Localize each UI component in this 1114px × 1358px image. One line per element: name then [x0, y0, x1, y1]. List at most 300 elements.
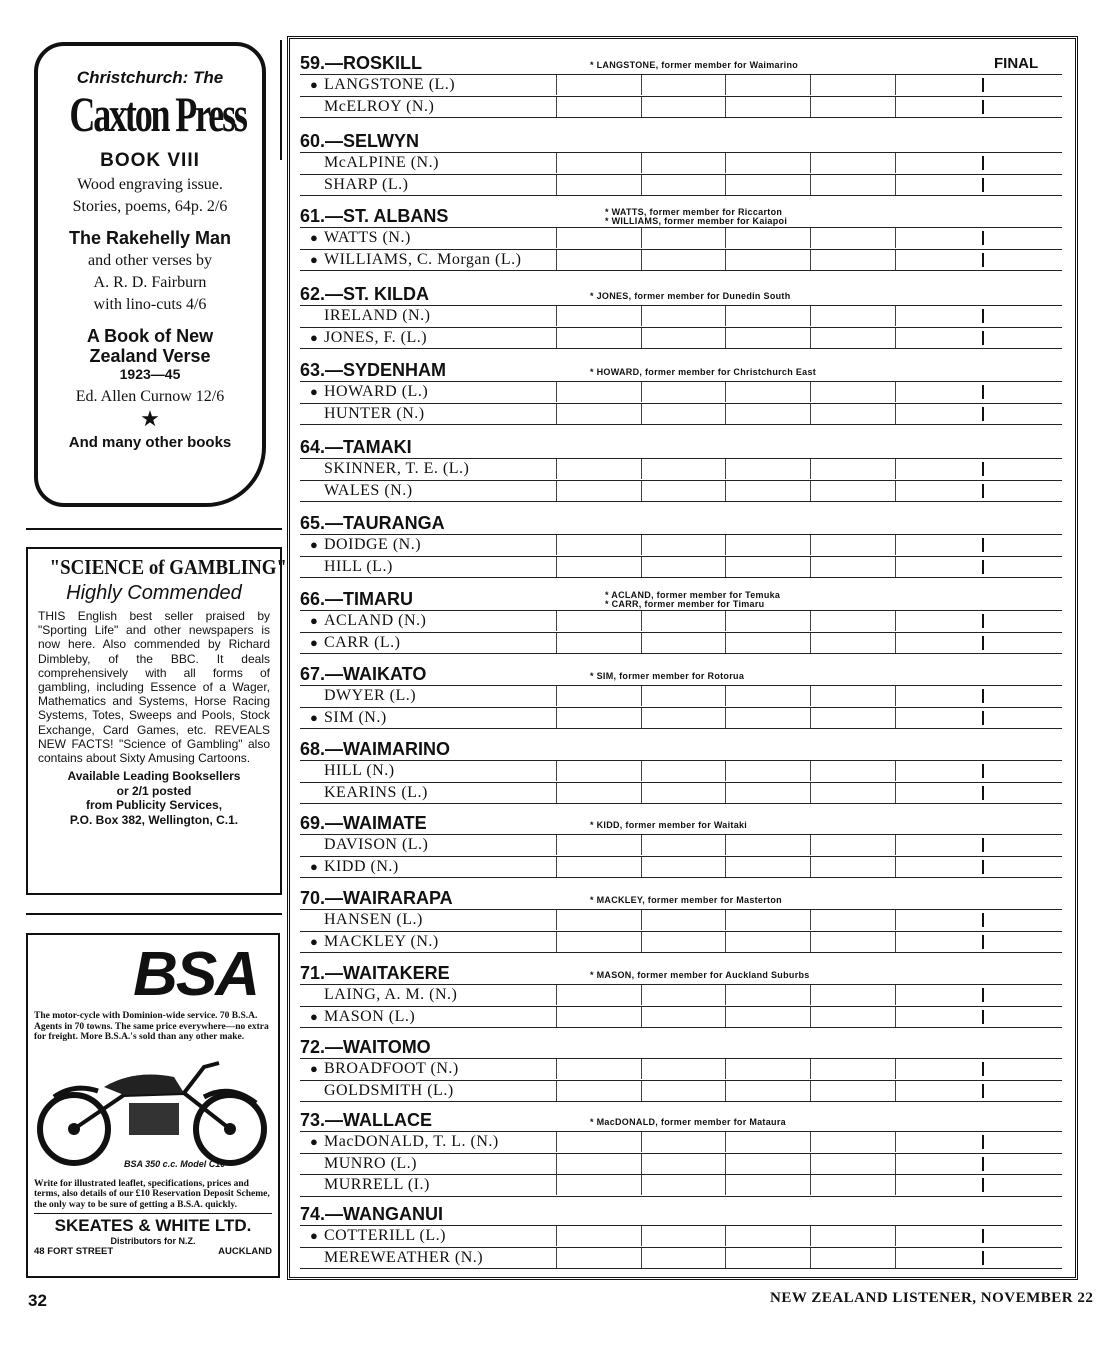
candidate-row	[300, 381, 1062, 403]
candidate-row	[300, 984, 1062, 1006]
caxton-more-books: And many other books	[68, 434, 232, 451]
candidate-name: MASON (L.)	[324, 1007, 416, 1025]
result-cell-divider	[556, 835, 557, 855]
result-cell-divider	[725, 1175, 726, 1195]
result-cell-divider	[556, 382, 557, 402]
candidate-row	[300, 249, 1062, 272]
result-cell-divider	[895, 535, 896, 555]
result-cell-divider	[725, 1059, 726, 1079]
candidate-row	[300, 403, 1062, 426]
candidate-name: HOWARD (L.)	[324, 383, 429, 400]
result-cell-divider	[810, 761, 811, 781]
result-cell-divider	[641, 835, 642, 855]
result-cell-divider	[895, 611, 896, 631]
candidate-name: KEARINS (L.)	[324, 783, 428, 801]
result-cell-divider	[641, 686, 642, 706]
result-cell-divider	[641, 1007, 642, 1027]
result-cell-divider	[556, 328, 557, 348]
result-cell-divider	[810, 1081, 811, 1101]
result-cell-divider	[641, 75, 642, 95]
result-cell-divider	[895, 97, 896, 117]
former-member-note: * WATTS, former member for Riccarton	[605, 207, 783, 217]
candidate-row	[300, 174, 1062, 197]
result-cell-divider	[725, 1081, 726, 1101]
electorate-block	[300, 588, 1062, 654]
result-cell-divider	[556, 783, 557, 803]
result-cell-divider	[810, 153, 811, 173]
result-cell-divider	[641, 175, 642, 195]
former-member-note: * KIDD, former member for Waitaki	[590, 820, 748, 830]
electorate-title: 59.—ROSKILL	[300, 53, 423, 73]
result-cell-divider	[895, 857, 896, 877]
candidate-row	[300, 152, 1062, 174]
result-cell-divider	[725, 328, 726, 348]
electorate-title: 69.—WAIMATE	[300, 813, 427, 833]
final-column-mark	[982, 636, 984, 650]
result-cell-divider	[725, 153, 726, 173]
result-cell-divider	[556, 535, 557, 555]
result-cell-divider	[810, 1175, 811, 1195]
candidate-row	[300, 305, 1062, 327]
result-cell-divider	[895, 175, 896, 195]
result-cell-divider	[725, 1226, 726, 1246]
caxton-city: Christchurch: The	[76, 68, 224, 87]
gambling-subtitle: Highly Commended	[66, 582, 242, 604]
result-cell-divider	[810, 1248, 811, 1268]
candidate-name: MUNRO (L.)	[324, 1154, 417, 1172]
electorate-title: 68.—WAIMARINO	[300, 739, 451, 759]
result-cell-divider	[641, 1154, 642, 1174]
result-cell-divider	[810, 1007, 811, 1027]
result-cell-divider	[895, 250, 896, 270]
result-cell-divider	[556, 459, 557, 479]
bsa-write-text: Write for illustrated leaflet, specifications, prices and terms, also details of our £10 Reservation Deposit Scheme, the only way to be sure of getting a B.S.A. quickly.	[34, 1178, 270, 1210]
candidate-name: CARR (L.)	[324, 633, 401, 651]
candidate-name: JONES, F. (L.)	[324, 328, 428, 346]
result-cell-divider	[725, 97, 726, 117]
candidate-row	[300, 1080, 1062, 1103]
electorate-block	[300, 205, 1062, 271]
result-cell-divider	[895, 783, 896, 803]
final-column-mark	[982, 78, 984, 92]
final-column-mark	[982, 838, 984, 852]
candidate-row	[300, 632, 1062, 655]
candidate-row	[300, 782, 1062, 805]
result-cell-divider	[641, 857, 642, 877]
final-column-mark	[982, 178, 984, 192]
result-cell-divider	[725, 557, 726, 577]
divider-rule-1	[26, 528, 282, 530]
result-cell-divider	[810, 481, 811, 501]
candidate-row	[300, 227, 1062, 249]
candidate-name: SHARP (L.)	[324, 175, 409, 193]
sitting-member-bullet-icon: ●	[310, 1228, 319, 1243]
candidate-name: MACKLEY (N.)	[324, 932, 439, 950]
candidate-name: DOIDGE (N.)	[324, 536, 422, 553]
result-cell-divider	[895, 1175, 896, 1195]
final-column-mark	[982, 1157, 984, 1171]
result-cell-divider	[641, 985, 642, 1005]
result-cell-divider	[641, 250, 642, 270]
result-cell-divider	[556, 153, 557, 173]
final-column-mark	[982, 1084, 984, 1098]
electorate-title: 62.—ST. KILDA	[300, 284, 430, 304]
result-cell-divider	[641, 557, 642, 577]
candidate-name: HILL (N.)	[324, 762, 395, 779]
result-cell-divider	[810, 75, 811, 95]
result-cell-divider	[895, 228, 896, 248]
result-cell-divider	[556, 985, 557, 1005]
candidate-row	[300, 760, 1062, 782]
result-cell-divider	[810, 404, 811, 424]
candidate-name: LAING, A. M. (N.)	[324, 986, 458, 1003]
result-cell-divider	[895, 1154, 896, 1174]
electorate-block	[300, 52, 1062, 118]
result-cell-divider	[725, 404, 726, 424]
final-column-mark	[982, 764, 984, 778]
result-cell-divider	[725, 835, 726, 855]
result-cell-divider	[725, 708, 726, 728]
bsa-address	[34, 1246, 272, 1257]
result-cell-divider	[810, 611, 811, 631]
final-column-mark	[982, 1010, 984, 1024]
result-cell-divider	[895, 932, 896, 952]
candidate-row	[300, 1174, 1062, 1197]
electorate-title: 72.—WAITOMO	[300, 1037, 431, 1057]
final-column-mark	[982, 331, 984, 345]
result-cell-divider	[641, 1132, 642, 1152]
final-column-mark	[982, 711, 984, 725]
final-column-mark	[982, 100, 984, 114]
result-cell-divider	[641, 328, 642, 348]
bsa-bike-label: BSA 350 c.c. Model C10	[124, 1158, 226, 1169]
former-member-note: * ACLAND, former member for Temuka	[605, 590, 781, 600]
candidate-row	[300, 1153, 1062, 1175]
final-column-mark	[982, 860, 984, 874]
candidate-name: DWYER (L.)	[324, 687, 417, 704]
result-cell-divider	[895, 382, 896, 402]
result-cell-divider	[556, 75, 557, 95]
result-cell-divider	[725, 306, 726, 326]
former-member-note: * MASON, former member for Auckland Suburbs	[590, 970, 810, 980]
final-column-mark	[982, 988, 984, 1002]
electorate-block	[300, 436, 1062, 502]
result-cell-divider	[556, 306, 557, 326]
result-cell-divider	[895, 557, 896, 577]
result-cell-divider	[641, 535, 642, 555]
candidate-row	[300, 556, 1062, 579]
final-column-mark	[982, 614, 984, 628]
candidate-name: BROADFOOT (N.)	[324, 1060, 459, 1077]
caxton-press-ad	[34, 42, 266, 507]
candidate-name: KIDD (N.)	[324, 857, 399, 875]
candidate-row	[300, 834, 1062, 856]
result-cell-divider	[810, 306, 811, 326]
candidate-row	[300, 931, 1062, 954]
sitting-member-bullet-icon: ●	[310, 709, 319, 725]
candidate-row	[300, 96, 1062, 119]
result-cell-divider	[725, 1007, 726, 1027]
final-column-mark	[982, 231, 984, 245]
result-cell-divider	[725, 932, 726, 952]
result-cell-divider	[641, 153, 642, 173]
caxton-title-2: The Rakehelly Man	[68, 228, 232, 248]
candidate-name: COTTERILL (L.)	[324, 1227, 446, 1244]
final-column-mark	[982, 1251, 984, 1265]
result-cell-divider	[810, 633, 811, 653]
result-cell-divider	[725, 75, 726, 95]
result-cell-divider	[810, 1154, 811, 1174]
motorcycle-icon	[34, 1047, 272, 1175]
candidate-row	[300, 610, 1062, 632]
result-cell-divider	[641, 932, 642, 952]
final-column-mark	[982, 1229, 984, 1243]
final-column-mark	[982, 935, 984, 949]
result-cell-divider	[556, 611, 557, 631]
final-column-mark	[982, 484, 984, 498]
former-member-note: * WILLIAMS, former member for Kaiapoi	[605, 216, 788, 226]
result-cell-divider	[810, 835, 811, 855]
electorate-title: 61.—ST. ALBANS	[300, 206, 449, 226]
result-cell-divider	[810, 382, 811, 402]
bsa-company: SKEATES & WHITE LTD.	[34, 1213, 272, 1236]
sitting-member-bullet-icon: ●	[310, 858, 319, 874]
result-cell-divider	[641, 404, 642, 424]
result-cell-divider	[556, 1007, 557, 1027]
result-cell-divider	[810, 228, 811, 248]
caxton-title-2-desc-1: and other verses by	[88, 252, 212, 269]
result-cell-divider	[810, 557, 811, 577]
result-cell-divider	[556, 1154, 557, 1174]
sitting-member-bullet-icon: ●	[310, 384, 319, 399]
result-cell-divider	[725, 985, 726, 1005]
sitting-member-bullet-icon: ●	[310, 251, 319, 267]
sitting-member-bullet-icon: ●	[310, 1134, 319, 1149]
result-cell-divider	[895, 910, 896, 930]
former-member-note: * MACKLEY, former member for Masterton	[590, 895, 782, 905]
candidate-row	[300, 1058, 1062, 1080]
divider-rule-2	[26, 913, 282, 915]
result-cell-divider	[641, 1226, 642, 1246]
candidate-row	[300, 1225, 1062, 1247]
sitting-member-bullet-icon: ●	[310, 613, 319, 628]
candidate-name: McELROY (N.)	[324, 97, 435, 115]
sitting-member-bullet-icon: ●	[310, 933, 319, 949]
caxton-book-desc-1: Wood engraving issue.	[77, 176, 223, 193]
gambling-foot-2: or 2/1 posted	[116, 783, 192, 798]
final-column-mark	[982, 786, 984, 800]
final-column-mark	[982, 538, 984, 552]
result-cell-divider	[895, 459, 896, 479]
result-cell-divider	[895, 1226, 896, 1246]
former-member-note: * HOWARD, former member for Christchurch East	[590, 367, 817, 377]
result-cell-divider	[556, 910, 557, 930]
result-cell-divider	[895, 761, 896, 781]
result-cell-divider	[895, 75, 896, 95]
candidate-name: McALPINE (N.)	[324, 154, 439, 171]
result-cell-divider	[895, 1132, 896, 1152]
candidate-name: GOLDSMITH (L.)	[324, 1081, 454, 1099]
bsa-street: 48 FORT STREET	[34, 1246, 114, 1257]
gambling-title: "SCIENCE of GAMBLING"	[49, 555, 287, 579]
candidate-name: HANSEN (L.)	[324, 911, 423, 928]
result-cell-divider	[641, 459, 642, 479]
electorate-block	[300, 130, 1062, 196]
result-cell-divider	[556, 857, 557, 877]
result-cell-divider	[556, 761, 557, 781]
final-column-mark	[982, 462, 984, 476]
sitting-member-bullet-icon: ●	[310, 634, 319, 650]
result-cell-divider	[810, 1226, 811, 1246]
final-column-mark	[982, 1062, 984, 1076]
candidate-row	[300, 534, 1062, 556]
result-cell-divider	[810, 708, 811, 728]
candidate-row	[300, 1006, 1062, 1029]
result-cell-divider	[725, 1248, 726, 1268]
electorate-block	[300, 663, 1062, 729]
result-cell-divider	[641, 481, 642, 501]
candidate-row	[300, 74, 1062, 96]
result-cell-divider	[895, 1081, 896, 1101]
result-cell-divider	[641, 1248, 642, 1268]
electorate-block	[300, 512, 1062, 578]
result-cell-divider	[725, 783, 726, 803]
result-cell-divider	[810, 686, 811, 706]
result-cell-divider	[641, 910, 642, 930]
result-cell-divider	[895, 835, 896, 855]
result-cell-divider	[556, 633, 557, 653]
candidate-name: LANGSTONE (L.)	[324, 76, 456, 93]
result-cell-divider	[641, 382, 642, 402]
caxton-title-3-line-3: 1923—45	[119, 366, 181, 382]
electorate-block	[300, 359, 1062, 425]
bsa-logo: BSA	[133, 940, 258, 1009]
star-icon: ★	[140, 406, 160, 431]
result-cell-divider	[810, 910, 811, 930]
result-cell-divider	[641, 611, 642, 631]
result-cell-divider	[725, 535, 726, 555]
candidate-name: WATTS (N.)	[324, 229, 411, 246]
candidate-row	[300, 1131, 1062, 1153]
result-cell-divider	[810, 97, 811, 117]
result-cell-divider	[725, 761, 726, 781]
caxton-title-2-desc-2: A. R. D. Fairburn	[93, 274, 207, 291]
result-cell-divider	[556, 1081, 557, 1101]
final-column-mark	[982, 156, 984, 170]
result-cell-divider	[810, 535, 811, 555]
result-cell-divider	[725, 857, 726, 877]
electorate-block	[300, 283, 1062, 349]
result-cell-divider	[641, 783, 642, 803]
result-cell-divider	[810, 175, 811, 195]
result-cell-divider	[810, 857, 811, 877]
electorate-title: 70.—WAIRARAPA	[300, 888, 453, 908]
result-cell-divider	[556, 97, 557, 117]
result-cell-divider	[895, 985, 896, 1005]
final-column-mark	[982, 253, 984, 267]
gambling-foot-4: P.O. Box 382, Wellington, C.1.	[69, 812, 239, 827]
candidate-name: IRELAND (N.)	[324, 307, 431, 324]
result-cell-divider	[556, 686, 557, 706]
result-cell-divider	[895, 153, 896, 173]
result-cell-divider	[556, 404, 557, 424]
final-column-mark	[982, 407, 984, 421]
caxton-book-desc-2: Stories, poems, 64p. 2/6	[72, 198, 228, 215]
result-cell-divider	[810, 1132, 811, 1152]
result-cell-divider	[641, 97, 642, 117]
final-column-mark	[982, 385, 984, 399]
sitting-member-bullet-icon: ●	[310, 1061, 319, 1076]
result-cell-divider	[810, 1059, 811, 1079]
final-column-mark	[982, 689, 984, 703]
candidate-name: ACLAND (N.)	[324, 612, 427, 629]
electorate-title: 66.—TIMARU	[300, 589, 414, 609]
result-cell-divider	[556, 1226, 557, 1246]
final-column-label: FINAL	[994, 55, 1039, 72]
bsa-text: The motor-cycle with Dominion-wide service. 70 B.S.A. Agents in 70 towns. The same price everywhere—no extra for freight. More B.S.A.'s sold than any other make.	[34, 1011, 269, 1042]
candidate-row	[300, 707, 1062, 730]
result-cell-divider	[895, 1007, 896, 1027]
electorate-block	[300, 738, 1062, 804]
science-of-gambling-ad	[26, 547, 287, 895]
candidate-name: WALES (N.)	[324, 481, 413, 499]
candidate-name: HUNTER (N.)	[324, 404, 425, 422]
electorate-title: 60.—SELWYN	[300, 131, 420, 151]
result-cell-divider	[895, 1059, 896, 1079]
candidate-name: MURRELL (I.)	[324, 1176, 430, 1193]
caxton-title-3-desc: Ed. Allen Curnow 12/6	[75, 388, 225, 405]
candidate-row	[300, 1247, 1062, 1270]
electorate-title: 73.—WALLACE	[300, 1110, 433, 1130]
result-cell-divider	[556, 1132, 557, 1152]
result-cell-divider	[810, 250, 811, 270]
publication-line: NEW ZEALAND LISTENER, NOVEMBER 22	[770, 1290, 1094, 1306]
electorate-block	[300, 887, 1062, 953]
gambling-body: THIS English best seller praised by "Sporting Life" and other newspapers is now here. Also commended by Richard Dimbleby, of the BBC. It deals comprehensively with all forms of gambling, including Essence of a Wager, Mathematics and Systems, Horse Racing Systems, Totes, Sweeps and Pools, Stock Exchange, Card Games, etc. REVEALS NEW FACTS! "Science of Gambling" also contains about Sixty Amusing Cartoons.	[38, 609, 270, 766]
result-cell-divider	[725, 633, 726, 653]
result-cell-divider	[556, 228, 557, 248]
result-cell-divider	[641, 306, 642, 326]
result-cell-divider	[641, 633, 642, 653]
candidate-name: DAVISON (L.)	[324, 836, 429, 853]
sitting-member-bullet-icon: ●	[310, 77, 319, 92]
result-cell-divider	[895, 686, 896, 706]
candidate-name: MacDONALD, T. L. (N.)	[324, 1133, 499, 1150]
bsa-city: AUCKLAND	[218, 1246, 272, 1257]
sitting-member-bullet-icon: ●	[310, 537, 319, 552]
candidate-name: SKINNER, T. E. (L.)	[324, 460, 470, 477]
electorate-title: 63.—SYDENHAM	[300, 360, 447, 380]
result-cell-divider	[810, 932, 811, 952]
result-cell-divider	[556, 1248, 557, 1268]
former-member-note: * LANGSTONE, former member for Waimarino	[590, 60, 799, 70]
result-cell-divider	[641, 1059, 642, 1079]
result-cell-divider	[556, 1175, 557, 1195]
final-column-mark	[982, 309, 984, 323]
candidate-name: WILLIAMS, C. Morgan (L.)	[324, 250, 522, 268]
result-cell-divider	[810, 985, 811, 1005]
electorate-title: 71.—WAITAKERE	[300, 963, 450, 983]
result-cell-divider	[725, 250, 726, 270]
result-cell-divider	[725, 175, 726, 195]
result-cell-divider	[556, 481, 557, 501]
result-cell-divider	[725, 459, 726, 479]
sitting-member-bullet-icon: ●	[310, 1008, 319, 1024]
electorate-block	[300, 962, 1062, 1028]
result-cell-divider	[556, 1059, 557, 1079]
result-cell-divider	[725, 1132, 726, 1152]
result-cell-divider	[641, 761, 642, 781]
